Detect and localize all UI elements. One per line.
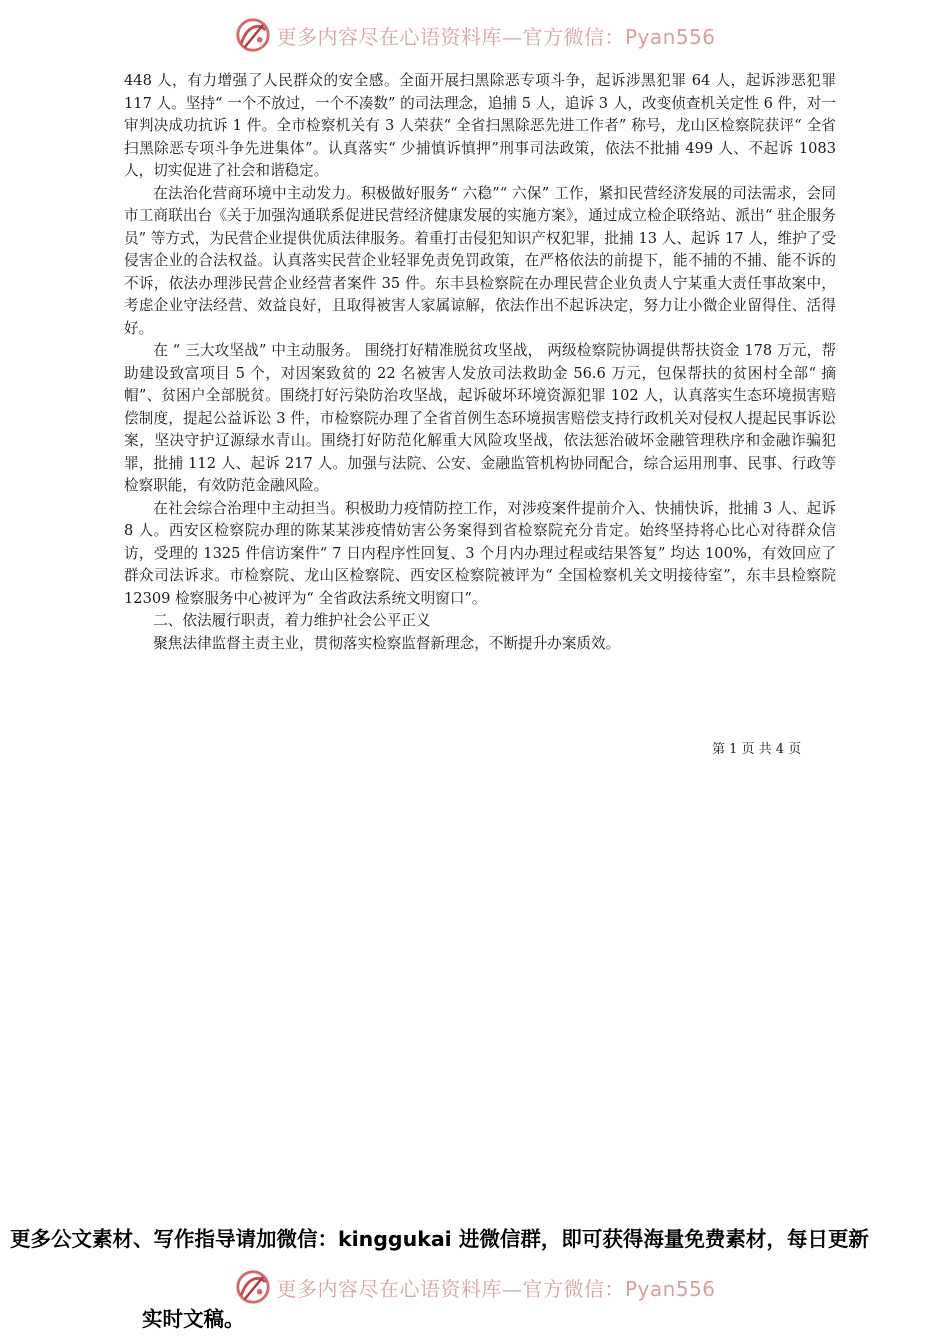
- watermark-text: 更多内容尽在心语资料库—官方微信：Pyan556: [276, 24, 716, 49]
- watermark-handle: Pyan556: [624, 1276, 716, 1301]
- paragraph: 在社会综合治理中主动担当。积极助力疫情防控工作，对涉疫案件提前介入、快捕快诉，批捕 3 人、起诉 8 人。西安区检察院办理的陈某某涉疫情妨害公务案得到省检察院充分肯定。始终坚持将心比心对待群众信访，受理的 1325 件信访案件“ 7 日内程序性回复、3 个月内办理过程或结果答复” 均达 100%，有效回应了群众司法诉求。市检察院、龙山区检察院、西安区检察院被评为“ 全国检察机关文明接待室”，东丰县检察院 12309 检察服务中心被评为“ 全省政法系统文明窗口”。: [124, 499, 836, 607]
- paragraph: 448 人，有力增强了人民群众的安全感。全面开展扫黑除恶专项斗争，起诉涉黑犯罪 64 人，起诉涉恶犯罪 117 人。坚持“ 一个不放过，一个不凑数” 的司法理念，追捕 5 人，追诉 3 人，改变侦查机关定性 6 件，对一审判决成功抗诉 1 件。全市检察机关有 3 人荣获“ 全省扫黑除恶先进工作者” 称号，龙山区检察院获评“ 全省扫黑除恶专项斗争先进集体”。认真落实“ 少捕慎诉慎押”刑事司法政策，依法不批捕 499 人、不起诉 1083 人，切实促进了社会和谐稳定。: [124, 72, 836, 179]
- footer-promo-line-1: 更多公文素材、写作指导请加微信：kinggukai 进微信群，即可获得海量免费素材，每日更新: [10, 1227, 869, 1251]
- footer-promo-line-2: 实时文稿。: [142, 1307, 245, 1331]
- watermark-footer: [0, 1268, 950, 1306]
- watermark-handle: Pyan556: [624, 24, 716, 49]
- watermark-logo-icon: [234, 16, 272, 54]
- document-body: [124, 70, 836, 655]
- watermark-text: 更多内容尽在心语资料库—官方微信：Pyan556: [276, 1276, 716, 1301]
- paragraph: 在法治化营商环境中主动发力。积极做好服务“ 六稳”“ 六保” 工作，紧扣民营经济发展的司法需求，会同市工商联出台《关于加强沟通联系促进民营经济健康发展的实施方案》，通过成立检企联络站、派出“ 驻企服务员” 等方式，为民营企业提供优质法律服务。着重打击侵犯知识产权犯罪，批捕 13 人、起诉 17 人，维护了受侵害企业的合法权益。认真落实民营企业轻罪免责免罚政策，在严格依法的前提下，能不捕的不捕、能不诉的不诉，依法办理涉民营企业经营者案件 35 件。东丰县检察院在办理民营企业负责人宁某重大责任事故案中，考虑企业守法经营、效益良好，且取得被害人家属谅解，依法作出不起诉决定，努力让小微企业留得住、活得好。: [124, 184, 836, 337]
- section-heading: 二、依法履行职责，着力维护社会公平正义: [153, 612, 431, 629]
- watermark-logo-icon: [234, 1268, 272, 1306]
- page-number: 第 1 页 共 4 页: [712, 742, 802, 757]
- watermark-header: [0, 16, 950, 54]
- paragraph: 在 “ 三大攻坚战” 中主动服务。 围绕打好精准脱贫攻坚战， 两级检察院协调提供帮扶资金 178 万元，帮助建设致富项目 5 个，对因案致贫的 22 名被害人发放司法救助金 56.6 万元，包保帮扶的贫困村全部“ 摘帽”、贫困户全部脱贫。围绕打好污染防治攻坚战，起诉破坏环境资源犯罪 102 人，认真落实生态环境损害赔偿制度，提起公益诉讼 3 件，市检察院办理了全省首例生态环境损害赔偿支持行政机关对侵权人提起民事诉讼案，坚决守护辽源绿水青山。围绕打好防范化解重大风险攻坚战，依法惩治破坏金融管理秩序和金融诈骗犯罪，批捕 112 人、起诉 217 人。加强与法院、公安、金融监管机构协同配合，综合运用刑事、民事、行政等检察职能，有效防范金融风险。: [124, 342, 836, 494]
- paragraph: 聚焦法律监督主责主业，贯彻落实检察监督新理念，不断提升办案质效。: [153, 634, 621, 652]
